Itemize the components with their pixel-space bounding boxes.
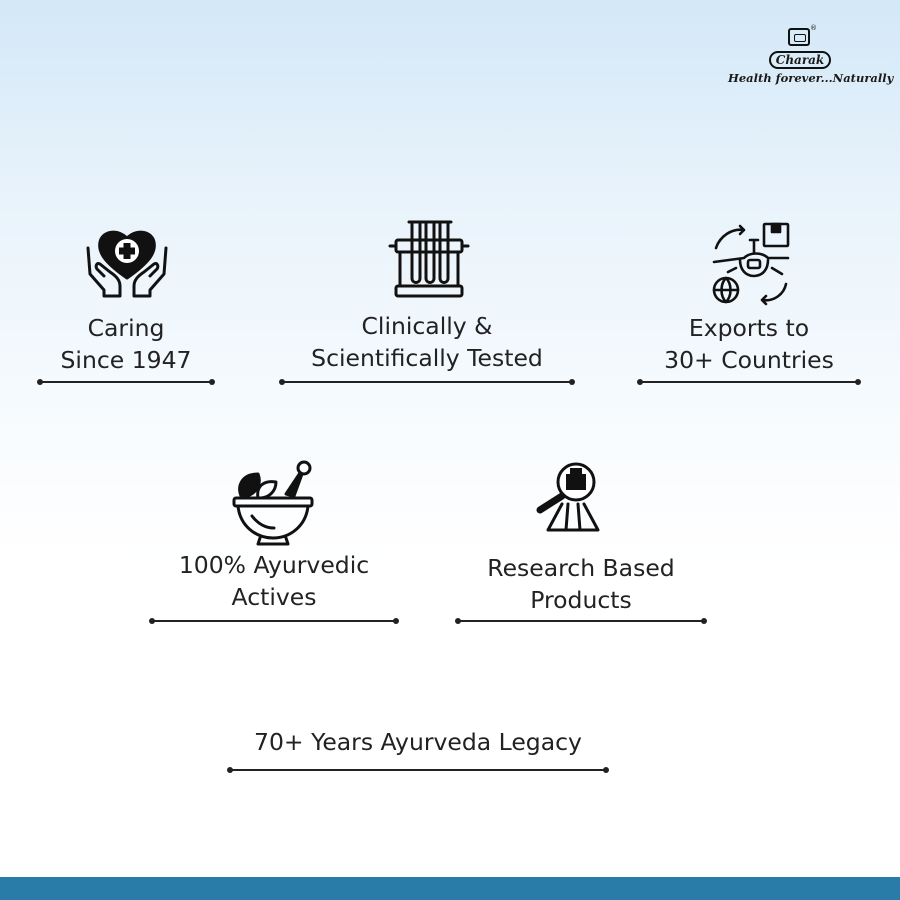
heart-care-hands-icon <box>82 216 172 306</box>
brand-logo <box>728 22 894 92</box>
feature-caring-label <box>40 312 212 376</box>
feature-exports-line1: Exports to <box>688 314 810 342</box>
legacy-divider <box>230 769 606 771</box>
brand-name: Charak <box>769 51 831 69</box>
feature-research-label <box>458 552 704 616</box>
legacy-text: 70+ Years Ayurveda Legacy <box>254 728 582 756</box>
feature-research-line1: Research Based <box>487 554 675 582</box>
feature-exports-line2: 30+ Countries <box>664 346 834 374</box>
feature-caring-line2: Since 1947 <box>60 346 192 374</box>
feature-research-line2: Products <box>530 586 632 614</box>
feature-clinical-divider <box>282 381 572 383</box>
feature-caring-line1: Caring <box>87 314 165 342</box>
feature-caring-divider <box>40 381 212 383</box>
brand-logo-mark <box>788 28 810 46</box>
feature-clinical-line2: Scientifically Tested <box>311 344 543 372</box>
feature-clinical-line1: Clinically & <box>361 312 493 340</box>
feature-ayurvedic-line2: Actives <box>231 583 317 611</box>
feature-clinical-label <box>282 310 572 374</box>
research-magnifier-icon <box>532 456 622 546</box>
brand-tagline: Health forever...Naturally <box>728 71 894 85</box>
feature-exports-divider <box>640 381 858 383</box>
test-tubes-icon <box>384 212 474 302</box>
feature-research-divider <box>458 620 704 622</box>
mortar-pestle-herbs-icon <box>228 456 318 546</box>
feature-ayurvedic-divider <box>152 620 396 622</box>
footer-bar <box>0 877 900 900</box>
global-export-plane-icon <box>706 218 796 308</box>
feature-exports-label <box>640 312 858 376</box>
registered-mark: ® <box>810 24 817 32</box>
feature-ayurvedic-label <box>152 549 396 613</box>
feature-ayurvedic-line1: 100% Ayurvedic <box>178 551 370 579</box>
